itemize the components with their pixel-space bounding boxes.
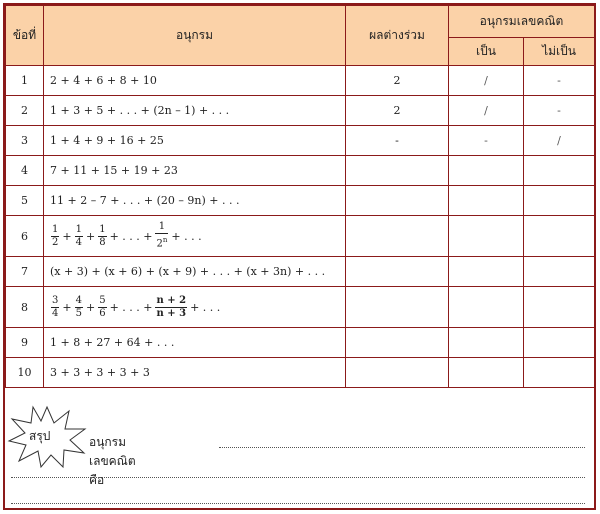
- common-difference-cell[interactable]: [346, 328, 449, 358]
- common-difference-cell[interactable]: [346, 186, 449, 216]
- series-expression: 1 + 8 + 27 + 64 + . . .: [44, 328, 346, 358]
- row-number: 7: [6, 257, 44, 287]
- fraction: $\frac{1}{4}$: [75, 223, 82, 248]
- is-arithmetic-cell[interactable]: -: [449, 126, 524, 156]
- not-arithmetic-cell[interactable]: [524, 186, 595, 216]
- is-arithmetic-cell[interactable]: /: [449, 66, 524, 96]
- table-row: [6, 287, 595, 328]
- is-arithmetic-cell[interactable]: [449, 328, 524, 358]
- not-arithmetic-cell[interactable]: /: [524, 126, 595, 156]
- table-row: [6, 216, 595, 257]
- fraction: $\frac{n + 2}{n + 3}$: [156, 294, 187, 319]
- series-expression: 1 + 3 + 5 + . . . + (2n – 1) + . . .: [44, 96, 346, 126]
- row-number: 8: [6, 287, 44, 328]
- is-arithmetic-cell[interactable]: [449, 156, 524, 186]
- common-difference-cell[interactable]: [346, 156, 449, 186]
- row-number: 3: [6, 126, 44, 156]
- row-number: 6: [6, 216, 44, 257]
- common-difference-cell[interactable]: [346, 257, 449, 287]
- table-row: [6, 186, 595, 216]
- row-number: 5: [6, 186, 44, 216]
- series-expression: (x + 3) + (x + 6) + (x + 9) + . . . + (x + 3n) + . . .: [44, 257, 346, 287]
- header-arithmetic-series: อนุกรมเลขคณิต: [449, 6, 595, 38]
- common-difference-cell[interactable]: [346, 287, 449, 328]
- not-arithmetic-cell[interactable]: [524, 257, 595, 287]
- common-difference-cell[interactable]: [346, 216, 449, 257]
- answer-line-2[interactable]: [11, 477, 585, 478]
- fraction: $\frac{3}{4}$: [52, 294, 59, 319]
- common-difference-cell[interactable]: 2: [346, 66, 449, 96]
- header-is-not: ไม่เป็น: [524, 38, 595, 66]
- fraction: $\frac{4}{5}$: [75, 294, 82, 319]
- fraction: $\frac{1}{2}$: [52, 223, 59, 248]
- not-arithmetic-cell[interactable]: -: [524, 66, 595, 96]
- is-arithmetic-cell[interactable]: [449, 216, 524, 257]
- summary-lead-text: อนุกรมเลขคณิต คือ: [89, 435, 136, 487]
- common-difference-cell[interactable]: [346, 358, 449, 388]
- series-expression: 1 + 4 + 9 + 16 + 25: [44, 126, 346, 156]
- row-number: 4: [6, 156, 44, 186]
- row-number: 1: [6, 66, 44, 96]
- series-expression: 3 + 3 + 3 + 3 + 3: [44, 358, 346, 388]
- is-arithmetic-cell[interactable]: [449, 186, 524, 216]
- is-arithmetic-cell[interactable]: [449, 358, 524, 388]
- row-number: 2: [6, 96, 44, 126]
- common-difference-cell[interactable]: 2: [346, 96, 449, 126]
- not-arithmetic-cell[interactable]: [524, 216, 595, 257]
- fraction: $\frac{1}{8}$: [99, 223, 106, 248]
- header-no: ข้อที่: [6, 6, 44, 66]
- series-expression: 11 + 2 – 7 + . . . + (20 – 9n) + . . .: [44, 186, 346, 216]
- common-difference-cell[interactable]: -: [346, 126, 449, 156]
- series-expression: $\frac{1}{2}$ + $\frac{1}{4}$ + $\frac{1}{8}$ + . . . + $\frac{1}{2^n}$ + . . .: [44, 216, 346, 257]
- fraction: $\frac{5}{6}$: [99, 294, 106, 319]
- row-number: 9: [6, 328, 44, 358]
- series-expression: $\frac{3}{4}$ + $\frac{4}{5}$ + $\frac{5}{6}$ + . . . + $\frac{n + 2}{n + 3}$ + . . .: [44, 287, 346, 328]
- answer-line-3[interactable]: [11, 503, 585, 504]
- is-arithmetic-cell[interactable]: [449, 257, 524, 287]
- is-arithmetic-cell[interactable]: /: [449, 96, 524, 126]
- table-row: [6, 328, 595, 358]
- summary-section: [5, 395, 594, 510]
- table-row: [6, 126, 595, 156]
- is-arithmetic-cell[interactable]: [449, 287, 524, 328]
- header-is: เป็น: [449, 38, 524, 66]
- series-expression: 7 + 11 + 15 + 19 + 23: [44, 156, 346, 186]
- series-table: [5, 5, 595, 388]
- table-row: [6, 156, 595, 186]
- not-arithmetic-cell[interactable]: [524, 328, 595, 358]
- series-expression: 2 + 4 + 6 + 8 + 10: [44, 66, 346, 96]
- table-row: [6, 257, 595, 287]
- header-common-difference: ผลต่างร่วม: [346, 6, 449, 66]
- worksheet: [3, 3, 596, 510]
- fraction: $\frac{1}{2^n}$: [156, 221, 168, 250]
- table-row: [6, 358, 595, 388]
- answer-line-1[interactable]: [219, 447, 585, 448]
- not-arithmetic-cell[interactable]: [524, 287, 595, 328]
- table-row: [6, 96, 595, 126]
- not-arithmetic-cell[interactable]: -: [524, 96, 595, 126]
- not-arithmetic-cell[interactable]: [524, 156, 595, 186]
- header-series: อนุกรม: [44, 6, 346, 66]
- not-arithmetic-cell[interactable]: [524, 358, 595, 388]
- table-row: [6, 66, 595, 96]
- summary-label: สรุป: [29, 429, 51, 443]
- row-number: 10: [6, 358, 44, 388]
